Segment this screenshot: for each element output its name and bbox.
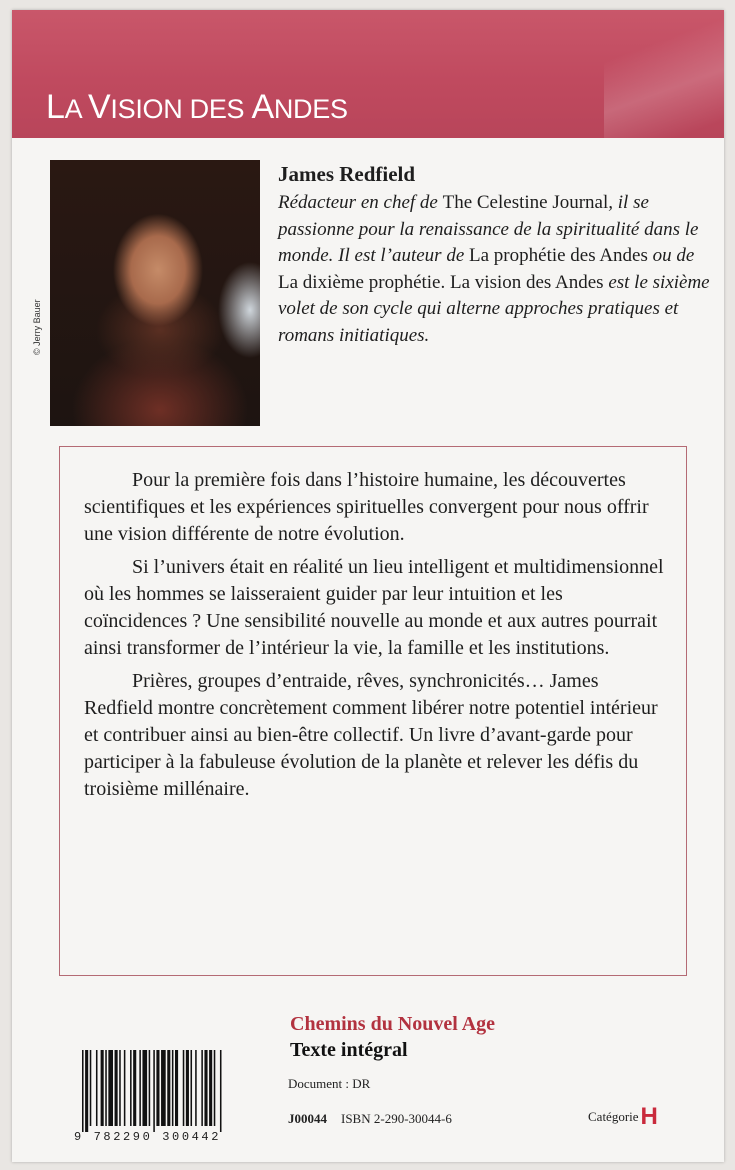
barcode-bar (130, 1050, 132, 1126)
barcode-bar (183, 1050, 185, 1126)
barcode-bar (172, 1050, 174, 1126)
isbn: ISBN 2-290-30044-6 (341, 1111, 452, 1126)
barcode-bar (119, 1050, 121, 1126)
barcode-bar (220, 1050, 222, 1132)
book-back-cover (12, 10, 724, 1162)
author-bio-segment: , il se passionne pour la renaissance de la spiritualité dans le monde. Il est l’auteur de (278, 192, 699, 266)
category-label: Catégorie (588, 1109, 639, 1124)
barcode-bar (105, 1050, 107, 1126)
code-line (288, 1111, 452, 1127)
author-bio-segment: La prophétie des Andes (469, 245, 648, 266)
barcode (74, 1050, 274, 1145)
barcode-bar (108, 1050, 113, 1126)
barcode-bar (101, 1050, 104, 1126)
barcode-bar (149, 1050, 151, 1126)
document-credit: Document : DR (288, 1076, 371, 1091)
author-bio-segment: . (440, 271, 450, 293)
barcode-bar (142, 1050, 147, 1126)
barcode-bar (90, 1050, 92, 1126)
barcode-bar (204, 1050, 207, 1126)
barcode-bar (186, 1050, 189, 1126)
summary-box (59, 446, 687, 976)
category-letter: H (640, 1103, 658, 1130)
header-band (12, 10, 724, 138)
barcode-bar (214, 1050, 216, 1126)
barcode-bar (96, 1050, 98, 1126)
author-bio-segment: La dixième prophétie (278, 271, 441, 293)
summary-paragraph: Pour la première fois dans l’histoire humaine, les découvertes scientifiques et les expériences spirituelles convergent pour nous offrir une vision différente de notre évolution. (84, 469, 649, 545)
barcode-bar (133, 1050, 136, 1126)
author-bio-segment: La vision des Andes (450, 271, 604, 293)
summary-paragraph: Prières, groupes d’entraide, rêves, synchronicités… James Redfield montre concrètement comment libérer notre potentiel intérieur et contribuer ainsi au bien-être collectif. Un livre d’avant-garde pour participer à la fabuleuse évolution de la planète et relever les défis du troisième millénaire. (84, 670, 658, 800)
author-bio-segment: Rédacteur en chef de (278, 192, 443, 213)
collection-name: Chemins du Nouvel Age (290, 1013, 496, 1035)
barcode-bar (115, 1050, 118, 1126)
barcode-bar (209, 1050, 212, 1126)
barcode-bar (85, 1050, 88, 1132)
barcode-bar (195, 1050, 197, 1126)
category (588, 1103, 658, 1131)
barcode-bar (175, 1050, 178, 1126)
barcode-bar (156, 1050, 159, 1126)
barcode-bar (153, 1050, 155, 1132)
series-title: LA VISION DES ANDES (46, 88, 348, 126)
author-bio-segment: The Celestine Journal (442, 192, 609, 213)
author-bio-segment: ou de (647, 245, 695, 266)
barcode-digits: 9 782290 300442 (74, 1130, 222, 1144)
barcode-bar (139, 1050, 141, 1126)
author-block (278, 160, 718, 349)
barcode-bar (82, 1050, 84, 1132)
barcode-bar (124, 1050, 126, 1126)
author-name: James Redfield (278, 162, 416, 186)
summary-paragraph: Si l’univers était en réalité un lieu intelligent et multidimensionnel où les hommes se laisseraient guider par leur intuition et les coïncidences ? Une sensibilité nouvelle au monde et aux autres pourrait ainsi transformer de l’intérieur la vie, la famille et les institutions. (84, 556, 664, 659)
photo-credit: © Jerry Bauer (32, 299, 42, 355)
author-photo (50, 160, 260, 426)
barcode-bar (167, 1050, 170, 1126)
integral-label: Texte intégral (290, 1039, 408, 1061)
author-bio (278, 190, 718, 349)
author-bio-segment: est le sixième volet de son cycle qui alterne approches pratiques et romans initiatiques. (278, 271, 710, 346)
barcode-bar (191, 1050, 193, 1126)
barcode-bar (201, 1050, 203, 1126)
barcode-bar (161, 1050, 166, 1126)
barcode-bars (82, 1050, 270, 1132)
book-code: J00044 (288, 1111, 327, 1126)
